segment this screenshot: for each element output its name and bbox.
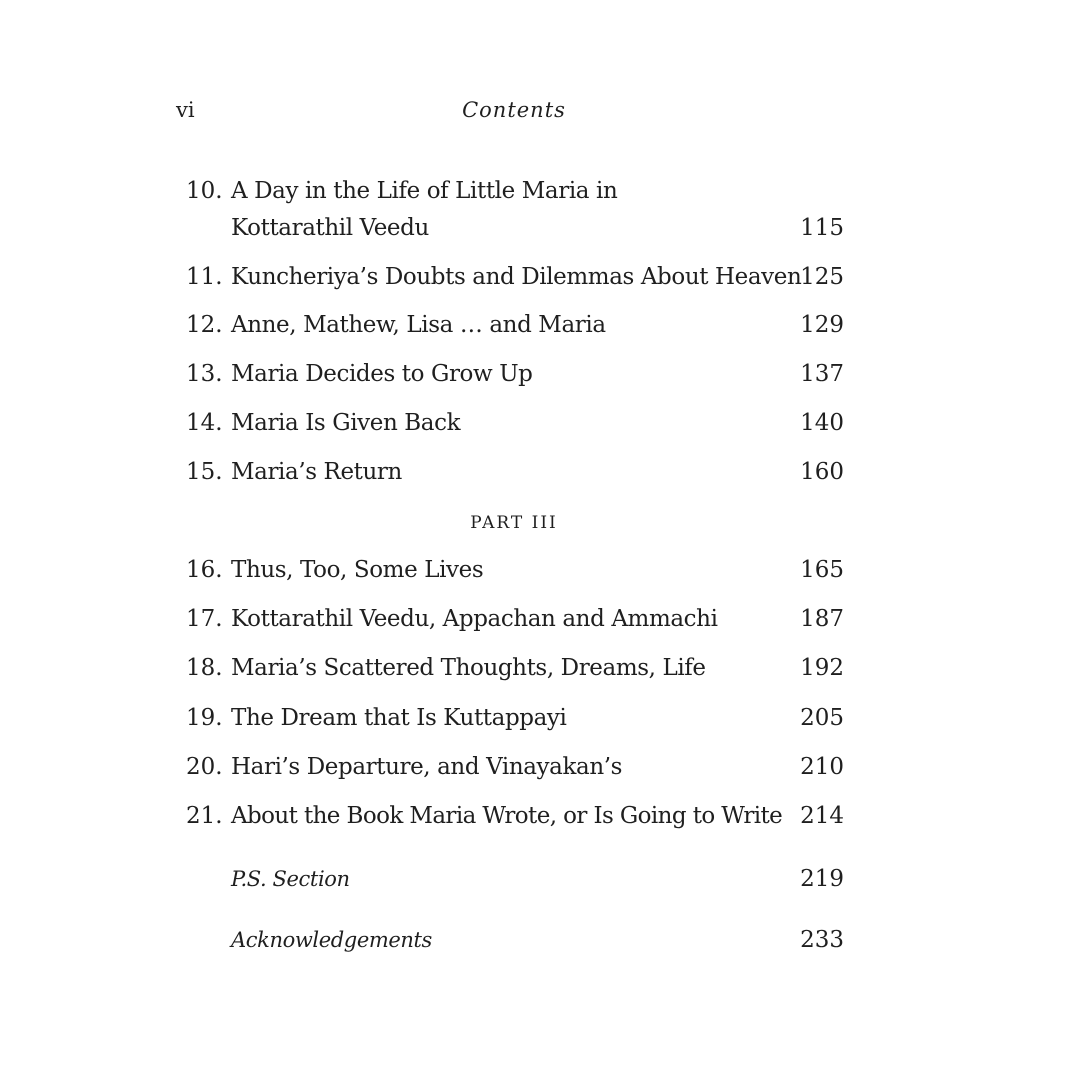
chapter-number: 17. xyxy=(186,606,223,632)
chapter-number: 13. xyxy=(186,361,223,387)
chapter-title: Thus, Too, Some Lives xyxy=(231,557,484,583)
chapter-title: A Day in the Life of Little Maria in xyxy=(231,178,618,204)
page-ref: 137 xyxy=(800,361,844,387)
page-ref: 140 xyxy=(800,410,844,436)
chapter-number: 18. xyxy=(186,655,223,681)
chapter-title: Hari’s Departure, and Vinayakan’s xyxy=(231,754,623,780)
chapter-number: 14. xyxy=(186,410,223,436)
chapter-number: 12. xyxy=(186,312,223,338)
page-ref: 115 xyxy=(800,215,844,241)
page-ref: 219 xyxy=(800,866,844,892)
chapter-title: Maria Is Given Back xyxy=(231,410,461,436)
page-ref: 192 xyxy=(800,655,844,681)
chapter-title: Maria’s Return xyxy=(231,459,402,485)
running-title: Contents xyxy=(462,98,566,122)
chapter-number: 10. xyxy=(186,178,223,204)
backmatter-title: P.S. Section xyxy=(231,867,350,891)
part-heading: PART III xyxy=(470,513,558,533)
page-number: vi xyxy=(176,98,195,122)
page-ref: 160 xyxy=(800,459,844,485)
chapter-number: 15. xyxy=(186,459,223,485)
chapter-title: Anne, Mathew, Lisa … and Maria xyxy=(231,312,606,338)
page-ref: 210 xyxy=(800,754,844,780)
chapter-title: Kottarathil Veedu, Appachan and Ammachi xyxy=(231,606,718,632)
page-ref: 125 xyxy=(800,264,844,290)
chapter-title: About the Book Maria Wrote, or Is Going to Write xyxy=(231,803,783,829)
chapter-number: 20. xyxy=(186,754,223,780)
page-ref: 129 xyxy=(800,312,844,338)
chapter-title: Kuncheriya’s Doubts and Dilemmas About Heaven xyxy=(231,264,802,290)
page-ref: 165 xyxy=(800,557,844,583)
chapter-number: 21. xyxy=(186,803,223,829)
page-ref: 233 xyxy=(800,927,844,953)
page-ref: 187 xyxy=(800,606,844,632)
chapter-number: 19. xyxy=(186,705,223,731)
page-ref: 205 xyxy=(800,705,844,731)
chapter-title: Maria’s Scattered Thoughts, Dreams, Life xyxy=(231,655,706,681)
chapter-number: 16. xyxy=(186,557,223,583)
page-ref: 214 xyxy=(800,803,844,829)
chapter-title-continued: Kottarathil Veedu xyxy=(231,215,429,241)
chapter-title: The Dream that Is Kuttappayi xyxy=(231,705,567,731)
chapter-number: 11. xyxy=(186,264,223,290)
backmatter-title: Acknowledgements xyxy=(231,928,432,952)
chapter-title: Maria Decides to Grow Up xyxy=(231,361,533,387)
